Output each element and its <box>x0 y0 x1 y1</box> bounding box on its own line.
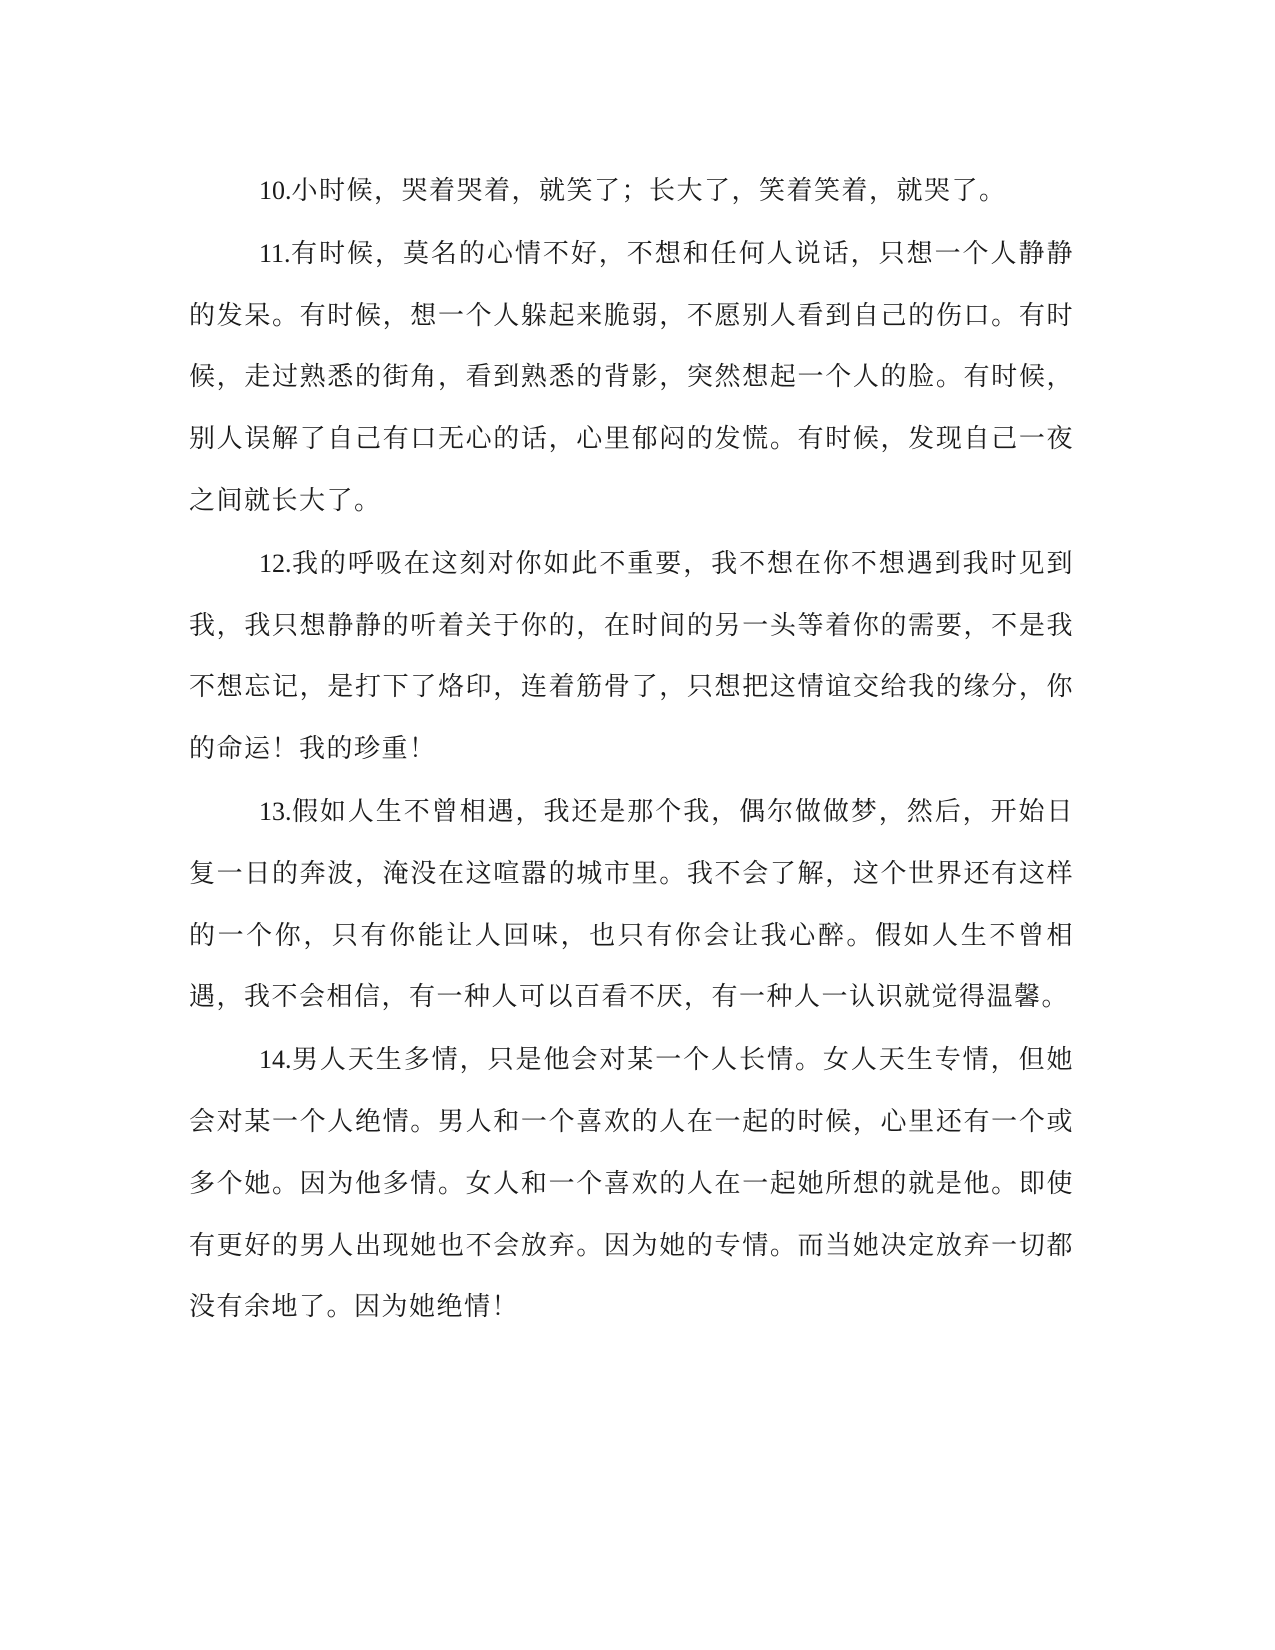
paragraph-12 <box>189 533 1074 781</box>
paragraph-10 <box>189 160 1074 223</box>
paragraph-number: 14. <box>259 1045 292 1075</box>
paragraph-text: 男人天生多情，只是他会对某一个人长情。女人天生专情，但她会对某一个人绝情。男人和一个喜欢的人在一起的时候，心里还有一个或多个她。因为他多情。女人和一个喜欢的人在一起她所想的就是他。即使有更好的男人出现她也不会放弃。因为她的专情。而当她决定放弃一切都没有余地了。因为她绝情！ <box>189 1045 1074 1323</box>
paragraph-number: 12. <box>259 548 292 578</box>
paragraph-number: 13. <box>259 796 292 826</box>
paragraph-text: 我的呼吸在这刻对你如此不重要，我不想在你不想遇到我时见到我，我只想静静的听着关于你的，在时间的另一头等着你的需要，不是我不想忘记，是打下了烙印，连着筋骨了，只想把这情谊交给我的缘分，你的命运！我的珍重！ <box>189 548 1074 765</box>
paragraph-14 <box>189 1029 1074 1339</box>
paragraph-13 <box>189 781 1074 1029</box>
paragraph-text: 有时候，莫名的心情不好，不想和任何人说话，只想一个人静静的发呆。有时候，想一个人躲起来脆弱，不愿别人看到自己的伤口。有时候，走过熟悉的街角，看到熟悉的背影，突然想起一个人的脸。有时候，别人误解了自己有口无心的话，心里郁闷的发慌。有时候，发现自己一夜之间就长大了。 <box>189 238 1074 516</box>
paragraph-11 <box>189 223 1074 533</box>
paragraph-text: 假如人生不曾相遇，我还是那个我，偶尔做做梦，然后，开始日复一日的奔波，淹没在这喧嚣的城市里。我不会了解，这个世界还有这样的一个你，只有你能让人回味，也只有你会让我心醉。假如人生不曾相遇，我不会相信，有一种人可以百看不厌，有一种人一认识就觉得温馨。 <box>189 796 1074 1013</box>
paragraph-number: 10. <box>259 176 292 205</box>
document-body <box>189 160 1074 1339</box>
paragraph-text: 小时候，哭着哭着，就笑了；长大了，笑着笑着，就哭了。 <box>291 176 1007 206</box>
paragraph-number: 11. <box>259 238 291 268</box>
